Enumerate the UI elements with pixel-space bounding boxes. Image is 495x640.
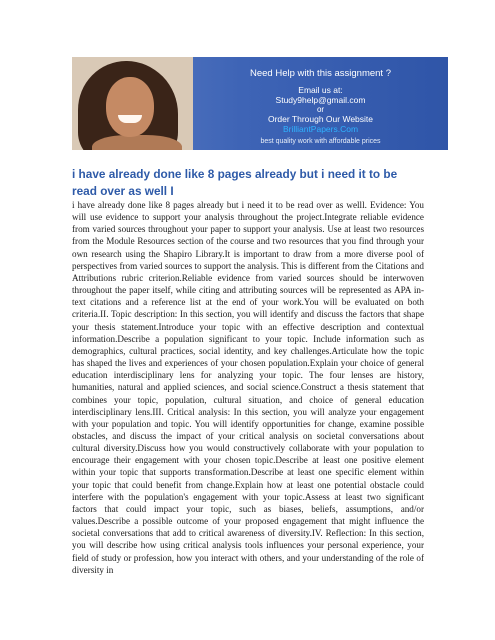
help-banner[interactable] — [72, 57, 448, 150]
banner-text — [193, 57, 448, 150]
woman-photo — [72, 57, 193, 150]
banner-email[interactable]: Study9help@gmail.com — [275, 95, 366, 105]
banner-email-label: Email us at: — [298, 85, 343, 95]
banner-order: Order Through Our Website — [267, 114, 374, 124]
banner-tagline: best quality work with affordable prices — [260, 138, 381, 145]
banner-heading: Need Help with this assignment ? — [250, 68, 391, 79]
banner-or: or — [316, 105, 325, 114]
banner-website[interactable]: BrilliantPapers.Com — [282, 124, 359, 134]
document-title: i have already done like 8 pages already but i need it to be read over as well I — [72, 167, 398, 198]
document-body: i have already done like 8 pages already but i need it to be read over as welll. Evidence: You will use evidence to support your analysis throughout the project.Integrate reliable evidence from varied sources throughout your paper to support your analysis. Use at least two resources from the Module Resources section of the course and two resources that you find through your own research using the Shapiro Library.It is important to draw from a more diverse pool of perspectives from varied sources to support the analysis. This is different from the Citations and Attributions rubric criterion.Reliable evidence from varied sources should be interwoven throughout the paper itself, while citing and attributing sources will be represented as APA in-text citations and a reference list at the end of your work.You will be evaluated on both criteria.II. Topic description: In this section, you will identify and discuss the factors that shape your thesis statement.Introduce your topic with an effective description and contextual information.Describe a population significant to your topic. Include information such as demographics, cultural practices, social identity, and key challenges.Articulate how the topic has shaped the lives and experiences of your chosen population.Explain your choice of general education interdisciplinary lens for analyzing your topic. The four lenses are history, humanities, natural and applied sciences, and social science.Construct a thesis statement that combines your topic, population, cultural situation, and choice of general education interdisciplinary lens.III. Critical analysis: In this section, you will analyze your engagement with your population and topic. You will identify opportunities for change, examine possible obstacles, and discuss the impact of your critical analysis on societal conversations about cultural diversity.Discuss how you would constructively collaborate with your population to encourage their engagement with your chosen topic.Describe at least one positive element within your topic that supports transformation.Describe at least one specific element within your topic that could benefit from change.Explain how at least one potential obstacle could interfere with the population's engagement with your topic.Assess at least two significant factors that could impact your topic, such as biases, beliefs, assumptions, and/or values.Describe a possible outcome of your proposed engagement that might influence the societal conversations that add to critical awareness of diversity.IV. Reflection: In this section, you will describe how using critical analysis tools influences your personal experience, your field of study or profession, how you interact with others, and your understanding of the role of diversity in — [72, 200, 424, 575]
